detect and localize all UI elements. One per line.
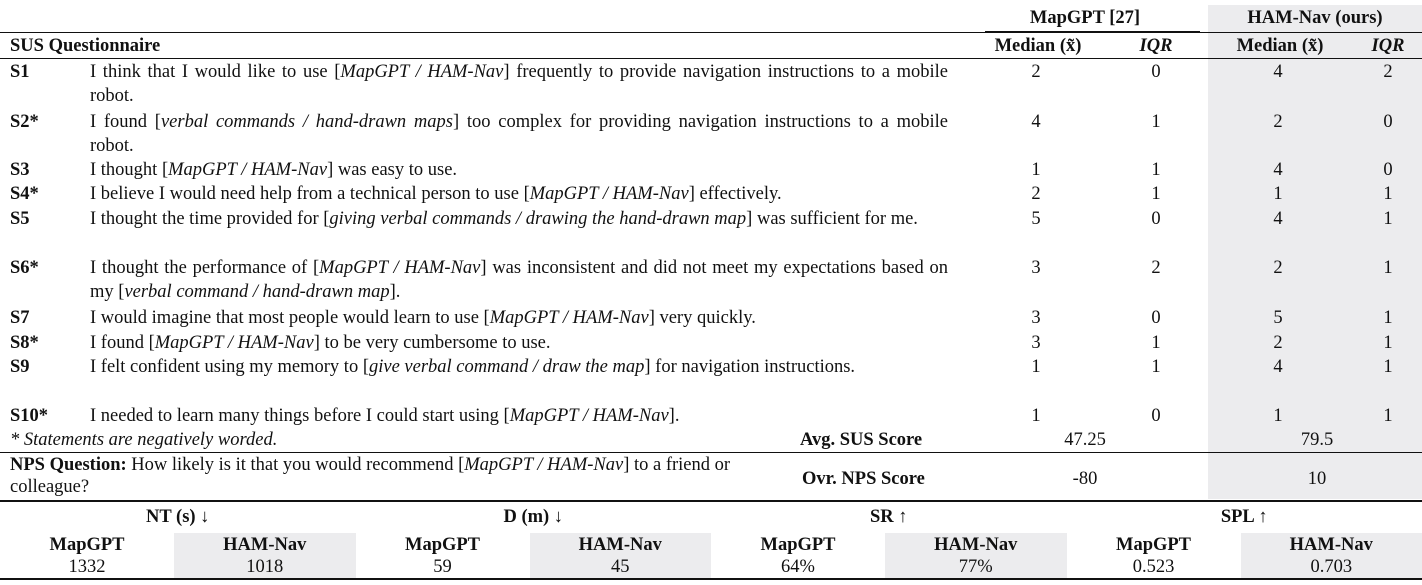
statement-italic: give verbal command / draw the map: [368, 357, 645, 377]
mapgpt-iqr-value: 1: [1151, 184, 1161, 204]
statement-text: I would imagine that most people would learn to use [: [90, 308, 490, 328]
statement-text: I think that I would like to use [: [90, 62, 341, 82]
statement-text: ] to a friend or colleague?: [10, 455, 731, 497]
statement: [90, 60, 948, 108]
group-header-hamnav: HAM-Nav (ours): [1247, 8, 1383, 28]
hamnav-median-value: 1: [1273, 406, 1283, 426]
mapgpt-iqr-value: 1: [1151, 357, 1161, 377]
statement: [90, 404, 948, 428]
hamnav-iqr-value: 1: [1383, 333, 1393, 353]
rule-nps: [0, 452, 1422, 453]
statement-id: S1: [10, 62, 30, 82]
statement-id: S3: [10, 160, 30, 180]
avg-sus-hamnav: 79.5: [1300, 430, 1334, 450]
hamnav-iqr-value: 1: [1383, 357, 1393, 377]
statement-id: S7: [10, 308, 30, 328]
hamnav-iqr-value: 2: [1383, 62, 1393, 82]
hamnav-median-value: 5: [1273, 308, 1283, 328]
statement: [90, 110, 948, 158]
metric-value-hamnav: 77%: [958, 557, 993, 577]
metric-method-mapgpt: MapGPT: [760, 535, 836, 555]
statement: [90, 182, 948, 206]
statement-text: I found [: [90, 112, 161, 132]
nps-question: [10, 454, 790, 498]
statement: [90, 158, 948, 182]
footnote: * Statements are negatively worded.: [10, 430, 278, 450]
statement-italic: MapGPT / HAM-Nav: [529, 184, 689, 204]
statement-text: ] too complex for providing navigation instructions to a mobile robot.: [90, 112, 949, 156]
statement-id: S4*: [10, 184, 39, 204]
hamnav-median-value: 2: [1273, 258, 1283, 278]
statement: [90, 355, 948, 379]
metric-method-hamnav: HAM-Nav: [578, 535, 662, 555]
statement-italic: verbal command / hand-drawn map: [124, 282, 390, 302]
statement-text: ] for navigation instructions.: [644, 357, 856, 377]
statement: [90, 331, 948, 355]
mapgpt-iqr-value: 0: [1151, 406, 1161, 426]
mapgpt-median-value: 1: [1031, 160, 1041, 180]
hamnav-median-value: 2: [1273, 112, 1283, 132]
mapgpt-median-value: 1: [1031, 406, 1041, 426]
hamnav-iqr-value: 1: [1383, 308, 1393, 328]
mapgpt-median-value: 4: [1031, 112, 1041, 132]
statement-id: S9: [10, 357, 30, 377]
hamnav-iqr-value: 0: [1383, 160, 1393, 180]
mapgpt-iqr-value: 0: [1151, 209, 1161, 229]
hamnav-median-value: 2: [1273, 333, 1283, 353]
hamnav-median-value: 4: [1273, 62, 1283, 82]
statement: [90, 207, 948, 231]
metric-method-hamnav: HAM-Nav: [934, 535, 1018, 555]
sus-title: SUS Questionnaire: [10, 36, 161, 56]
statement-text: ] was inconsistent and did not meet my expectations based on my [: [90, 258, 949, 302]
metric-method-mapgpt: MapGPT: [1115, 535, 1192, 555]
statement-text: I believe I would need help from a technical person to use [: [90, 184, 530, 204]
mapgpt-iqr-value: 2: [1151, 258, 1161, 278]
statement-italic: MapGPT / HAM-Nav: [319, 258, 481, 278]
mapgpt-iqr-value: 1: [1151, 112, 1161, 132]
col-header-hamnav-median: Median (x̃): [1236, 36, 1324, 56]
rule-top: [0, 32, 1422, 33]
metric-value-mapgpt: 0.523: [1132, 557, 1175, 577]
nps-mapgpt: -80: [1072, 469, 1098, 489]
statement-text: I found [: [90, 333, 155, 353]
metric-value-hamnav: 1018: [246, 557, 284, 577]
col-header-mapgpt-median: Median (x̃): [994, 36, 1082, 56]
statement-text: ] to be very cumbersome to use.: [313, 333, 551, 353]
statement-id: S10*: [10, 406, 49, 426]
metric-header: D (m) ↓: [503, 507, 564, 527]
metric-value-mapgpt: 59: [433, 557, 452, 577]
metric-header: SR ↑: [869, 507, 908, 527]
statement-text: I felt confident using my memory to [: [90, 357, 369, 377]
hamnav-iqr-value: 1: [1383, 258, 1393, 278]
statement-text: ] effectively.: [688, 184, 782, 204]
mapgpt-iqr-value: 0: [1151, 62, 1161, 82]
rule-bottom: [0, 578, 1422, 580]
statement-italic: verbal commands / hand-drawn maps: [160, 112, 453, 132]
hamnav-median-value: 4: [1273, 357, 1283, 377]
nps-score-label: Ovr. NPS Score: [802, 469, 925, 489]
mapgpt-median-value: 3: [1031, 258, 1041, 278]
statement-text: ].: [668, 406, 680, 426]
statement-text: I needed to learn many things before I could start using [: [90, 406, 510, 426]
mapgpt-median-value: 2: [1031, 184, 1041, 204]
nps-hamnav: 10: [1307, 469, 1327, 489]
hamnav-iqr-value: 1: [1383, 406, 1393, 426]
statement-text: ] frequently to provide navigation instructions to a mobile robot.: [90, 62, 948, 106]
rule-metrics-top: [0, 500, 1422, 502]
mapgpt-median-value: 2: [1031, 62, 1041, 82]
statement-italic: giving verbal commands / drawing the hand-drawn map: [329, 209, 747, 229]
statement-text: I thought the performance of [: [90, 258, 320, 278]
hamnav-median-value: 4: [1273, 160, 1283, 180]
metric-value-mapgpt: 1332: [68, 557, 106, 577]
statement-italic: MapGPT / HAM-Nav: [168, 160, 328, 180]
mapgpt-median-value: 5: [1031, 209, 1041, 229]
statement-text: I thought [: [90, 160, 169, 180]
mapgpt-iqr-value: 1: [1151, 160, 1161, 180]
hamnav-iqr-value: 1: [1383, 209, 1393, 229]
mapgpt-median-value: 3: [1031, 333, 1041, 353]
col-header-mapgpt-iqr: IQR: [1139, 36, 1173, 56]
statement-text: ] was sufficient for me.: [746, 209, 918, 229]
mapgpt-iqr-value: 1: [1151, 333, 1161, 353]
statement-italic: MapGPT / HAM-Nav: [509, 406, 669, 426]
statement-text: ].: [389, 282, 401, 302]
statement-italic: MapGPT / HAM-Nav: [489, 308, 649, 328]
metric-method-hamnav: HAM-Nav: [223, 535, 307, 555]
metric-value-hamnav: 45: [611, 557, 630, 577]
statement-text: ] very quickly.: [648, 308, 756, 328]
avg-sus-mapgpt: 47.25: [1064, 430, 1106, 450]
group-header-mapgpt: MapGPT [27]: [1029, 8, 1141, 28]
metric-header: SPL ↑: [1220, 507, 1268, 527]
statement-italic: MapGPT / HAM-Nav: [154, 333, 314, 353]
statement-id: S5: [10, 209, 30, 229]
mapgpt-median-value: 3: [1031, 308, 1041, 328]
statement-id: S2*: [10, 112, 39, 132]
metric-value-mapgpt: 64%: [781, 557, 815, 577]
statement-text: ] was easy to use.: [327, 160, 458, 180]
statement-italic: MapGPT / HAM-Nav: [464, 455, 624, 475]
mapgpt-median-value: 1: [1031, 357, 1041, 377]
statement-id: S8*: [10, 333, 39, 353]
metric-value-hamnav: 0.703: [1310, 557, 1353, 577]
statement-italic: MapGPT / HAM-Nav: [340, 62, 504, 82]
statement-text: I thought the time provided for [: [90, 209, 330, 229]
avg-sus-label: Avg. SUS Score: [800, 430, 923, 450]
hamnav-median-value: 4: [1273, 209, 1283, 229]
statement: [90, 256, 948, 304]
hamnav-iqr-value: 0: [1383, 112, 1393, 132]
statement-text: How likely is it that you would recommend [: [126, 455, 465, 475]
metric-method-mapgpt: MapGPT: [49, 535, 125, 555]
metric-method-mapgpt: MapGPT: [404, 535, 481, 555]
mapgpt-iqr-value: 0: [1151, 308, 1161, 328]
hamnav-median-value: 1: [1273, 184, 1283, 204]
statement: [90, 306, 948, 330]
nps-label: NPS Question:: [10, 455, 127, 475]
col-header-hamnav-iqr: IQR: [1371, 36, 1405, 56]
rule-header: [0, 58, 1422, 59]
statement-id: S6*: [10, 258, 39, 278]
hamnav-iqr-value: 1: [1383, 184, 1393, 204]
metric-header: NT (s) ↓: [146, 507, 210, 527]
metric-method-hamnav: HAM-Nav: [1289, 535, 1373, 555]
